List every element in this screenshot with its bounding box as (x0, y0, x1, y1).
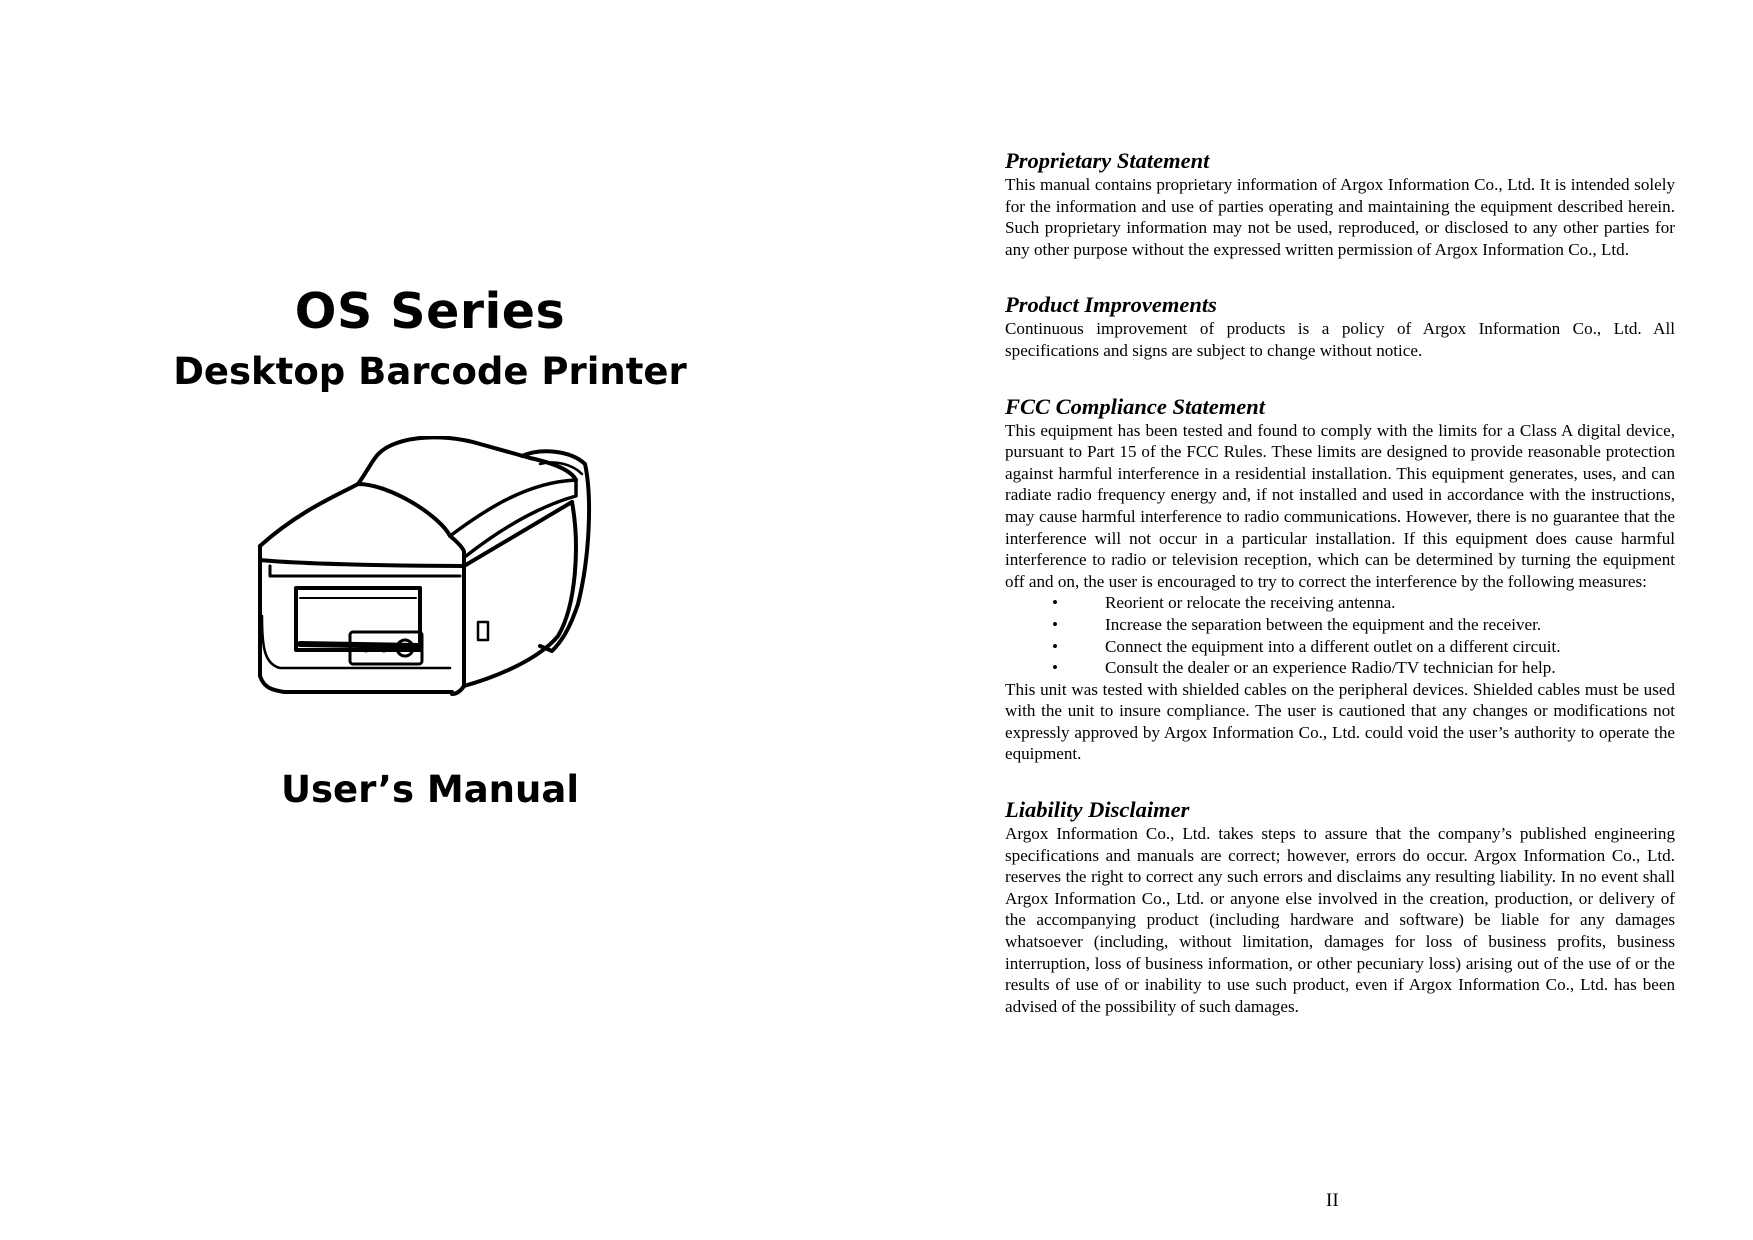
liability-disclaimer-heading: Liability Disclaimer (1005, 797, 1190, 823)
liability-disclaimer-section (1005, 797, 1675, 1017)
barcode-printer-illustration (240, 436, 610, 716)
page-number: II (1326, 1190, 1339, 1211)
product-title: Desktop Barcode Printer (173, 350, 687, 393)
fcc-compliance-body: This equipment has been tested and found to comply with the limits for a Class A digital device, pursuant to Part 15 of the FCC Rules. These limits are designed to provide reasonable protection against harmful interference in a residential installation. This equipment generates, uses, and can radiate radio frequency energy and, if not installed and used in accordance with the instructions, may cause harmful interference to radio communications. However, there is no guarantee that the interference will not occur in a particular installation. If this equipment does cause harmful interference to radio or television reception, which can be determined by turning the equipment off and on, the user is encouraged to try to correct the interference by the following measures: (1005, 420, 1675, 591)
list-item: • Consult the dealer or an experience Radio/TV technician for help. (1005, 657, 1675, 679)
fcc-measures-list (1005, 592, 1675, 678)
liability-disclaimer-body: Argox Information Co., Ltd. takes steps to assure that the company’s published engineering specifications and manuals are correct; however, errors do occur. Argox Information Co., Ltd. reserves the right to correct any such errors and disclaims any resulting liability. In no event shall Argox Information Co., Ltd. or anyone else involved in the creation, production, or delivery of the accompanying product (including hardware and software) be liable for any damages whatsoever (including, without limitation, damages for loss of business profits, business interruption, loss of business information, or other pecuniary loss) arising out of the use of or the results of use of or inability to use such product, even if Argox Information Co., Ltd. has been advised of the possibility of such damages. (1005, 824, 1675, 1016)
manual-title: User’s Manual (280, 768, 580, 811)
list-item: • Reorient or relocate the receiving antenna. (1005, 592, 1675, 614)
list-item: • Increase the separation between the equipment and the receiver. (1005, 614, 1675, 636)
cover-page (0, 0, 876, 1240)
legal-statements (1005, 148, 1675, 1049)
fcc-compliance-heading: FCC Compliance Statement (1005, 393, 1266, 419)
product-improvements-body: Continuous improvement of products is a policy of Argox Information Co., Ltd. All specifications and signs are subject to change without notice. (1005, 319, 1675, 360)
list-item: • Connect the equipment into a different outlet on a different circuit. (1005, 636, 1675, 658)
fcc-compliance-section (1005, 394, 1675, 766)
proprietary-statement-body: This manual contains proprietary information of Argox Information Co., Ltd. It is intended solely for the information and use of parties operating and maintaining the equipment described herein. Such proprietary information may not be used, reproduced, or disclosed to any other parties for any other purpose without the expressed written permission of Argox Information Co., Ltd. (1005, 175, 1675, 259)
fcc-compliance-footer: This unit was tested with shielded cables on the peripheral devices. Shielded cables must be used with the unit to insure compliance. The user is cautioned that any changes or modifications not expressly approved by Argox Information Co., Ltd. could void the user’s authority to operate the equipment. (1005, 679, 1675, 764)
proprietary-statement-heading: Proprietary Statement (1005, 148, 1210, 173)
proprietary-statement-section (1005, 148, 1675, 260)
product-improvements-heading: Product Improvements (1005, 292, 1217, 318)
series-title: OS Series (294, 283, 566, 340)
product-improvements-section (1005, 292, 1675, 361)
